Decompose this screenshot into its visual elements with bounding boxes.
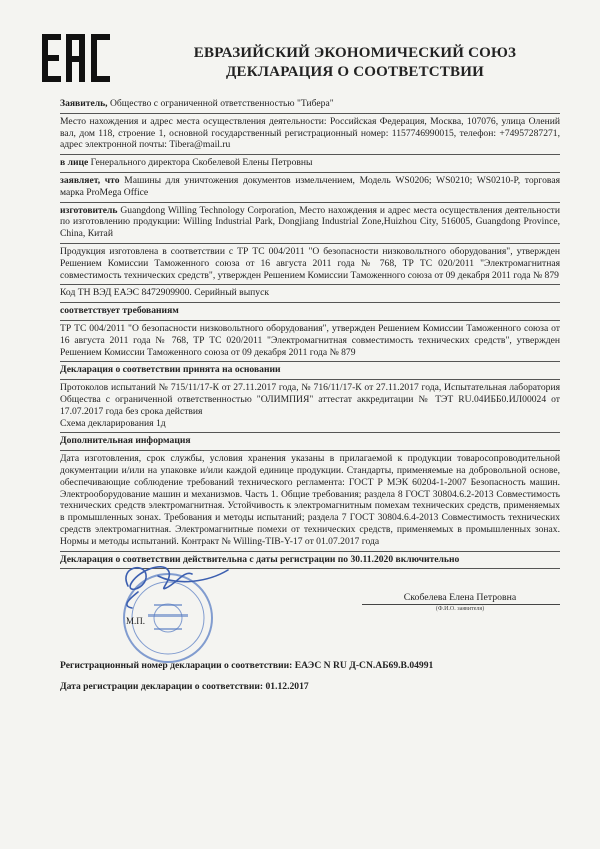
declares-label: заявляет, что bbox=[60, 174, 120, 186]
additional-text: Дата изготовления, срок службы, условия хранения указаны в прилагаемой к продукции товаросопроводительной документации и/или на упаковке и/или каждой единице продукции. Стандарты, применяемые на добровольной основе, обеспечивающие соблюдение требований технического регламента: ГОСТ Р МЭК 60204-1-2007 Безопасность машин. Электрооборудование машин и механизмов. Часть 1. Общие требования; раздела 8 ГОСТ 30804.6.2-2013 Совместимость технических средств электромагнитная. Устойчивость к электромагнитным помехам технических средств, применяемых в промышленных зонах. Требования и методы испытаний; раздела 7 ГОСТ 30804.6.4-2013 Совместимость технических средств электромагнитная. Электромагнитные помехи от технических средств, применяемых в промышленных зонах. Нормы и методы испытаний. Контракт № Willing-TIB-Y-17 от 01.07.2017 года bbox=[60, 453, 560, 547]
handwritten-signature bbox=[126, 567, 228, 608]
production-text: Продукция изготовлена в соответствии с ТР ТС 004/2011 "О безопасности низковольтного оборудования", утвержден Решением Комиссии Таможенного союза от 16 августа 2011 года № 768, ТР ТС 020/2011 "Электромагнитная совместимость технических средств", утвержден Решением Комиссии Таможенного союза от 09 декабря 2011 года № 879 bbox=[60, 245, 560, 281]
basis-text: Протоколов испытаний № 715/11/17-К от 27.11.2017 года, № 716/11/17-К от 27.11.2017 года, Испытательная лаборатория Общества с ограниченной ответственностью "ОЛИМПИЯ" аттестат аккредитации № ТЭТ RU.04ИББ0.ИЛ00024 от 17.07.2017 года без срока действия bbox=[60, 382, 560, 417]
applicant-label: Заявитель, bbox=[60, 98, 108, 109]
eac-logo bbox=[42, 34, 110, 82]
person-section bbox=[60, 155, 560, 173]
basis-label-row bbox=[60, 362, 560, 380]
validity-text: Декларация о соответствии действительна с даты регистрации по 30.11.2020 включительно bbox=[60, 553, 460, 565]
requirements-label-row bbox=[60, 303, 560, 321]
header-declaration-title: ДЕКЛАРАЦИЯ О СООТВЕТСТВИИ bbox=[226, 64, 484, 80]
additional-section bbox=[60, 451, 560, 551]
registration-number: Регистрационный номер декларации о соответствии: ЕАЭС N RU Д-CN.АБ69.В.04991 bbox=[60, 660, 434, 671]
document-header bbox=[150, 44, 560, 82]
basis-scheme: Схема декларирования 1д bbox=[60, 417, 166, 429]
declares-section bbox=[60, 173, 560, 203]
declaration-body bbox=[60, 96, 560, 569]
applicant-section bbox=[60, 96, 560, 114]
person-text: Генерального директора Скобелевой Елены Петровны bbox=[88, 157, 313, 169]
seal-place-label: М.П. bbox=[126, 616, 146, 626]
manufacturer-label: изготовитель bbox=[60, 204, 118, 216]
company-seal bbox=[88, 556, 238, 666]
header-union-title: ЕВРАЗИЙСКИЙ ЭКОНОМИЧЕСКИЙ СОЮЗ bbox=[193, 45, 517, 61]
production-section bbox=[60, 244, 560, 285]
code-text: Код ТН ВЭД ЕАЭС 8472909900. Серийный выпуск bbox=[60, 287, 270, 299]
signature-area bbox=[60, 553, 560, 666]
basis-section bbox=[60, 380, 560, 433]
manufacturer-section bbox=[60, 203, 560, 244]
manufacturer-text: Guangdong Willing Technology Corporation, Место нахождения и адрес места осуществления деятельности по изготовлению продукции: Willing Industrial Park, Dongjiang Industrial Zone,Huizhou City, 516005, Guangdong Province, China, Китай bbox=[60, 204, 560, 240]
signatory-name: Скобелева Елена Петровна bbox=[403, 592, 517, 603]
requirements-section bbox=[60, 321, 560, 362]
signatory-caption: (Ф.И.О. заявителя) bbox=[435, 606, 485, 612]
additional-label-row bbox=[60, 433, 560, 451]
requirements-label: соответствует требованиям bbox=[60, 305, 179, 317]
requirements-text: ТР ТС 004/2011 "О безопасности низковольтного оборудования", утвержден Решением Комиссии Таможенного союза от 16 августа 2011 года № 768, ТР ТС 020/2011 "Электромагнитная совместимость технических средств", утвержден Решением Комиссии Таможенного союза от 09 декабря 2011 года № 879 bbox=[60, 322, 560, 358]
basis-label: Декларация о соответствии принята на основании bbox=[60, 364, 281, 376]
signature-line bbox=[362, 604, 560, 605]
code-section bbox=[60, 285, 560, 303]
address-section bbox=[60, 114, 560, 155]
declares-text: Машины для уничтожения документов измельчением, Модель WS0206; WS0210; WS0210-P, торговая марка ProMega Office bbox=[60, 174, 560, 198]
applicant-text: Общество с ограниченной ответственностью "Тибера" bbox=[107, 98, 334, 109]
registration-date: Дата регистрации декларации о соответствии: 01.12.2017 bbox=[60, 681, 309, 692]
person-label: в лице bbox=[60, 157, 89, 169]
address-text: Место нахождения и адрес места осуществления деятельности: Российская Федерация, Москва, 107076, улица Олений вал, дом 118, строение 1, основной государственный регистрационный номер: 1157746990015, телефон: +74957287271, адрес электронной почты: Tibera@mail.ru bbox=[60, 115, 560, 151]
additional-label: Дополнительная информация bbox=[60, 435, 191, 447]
